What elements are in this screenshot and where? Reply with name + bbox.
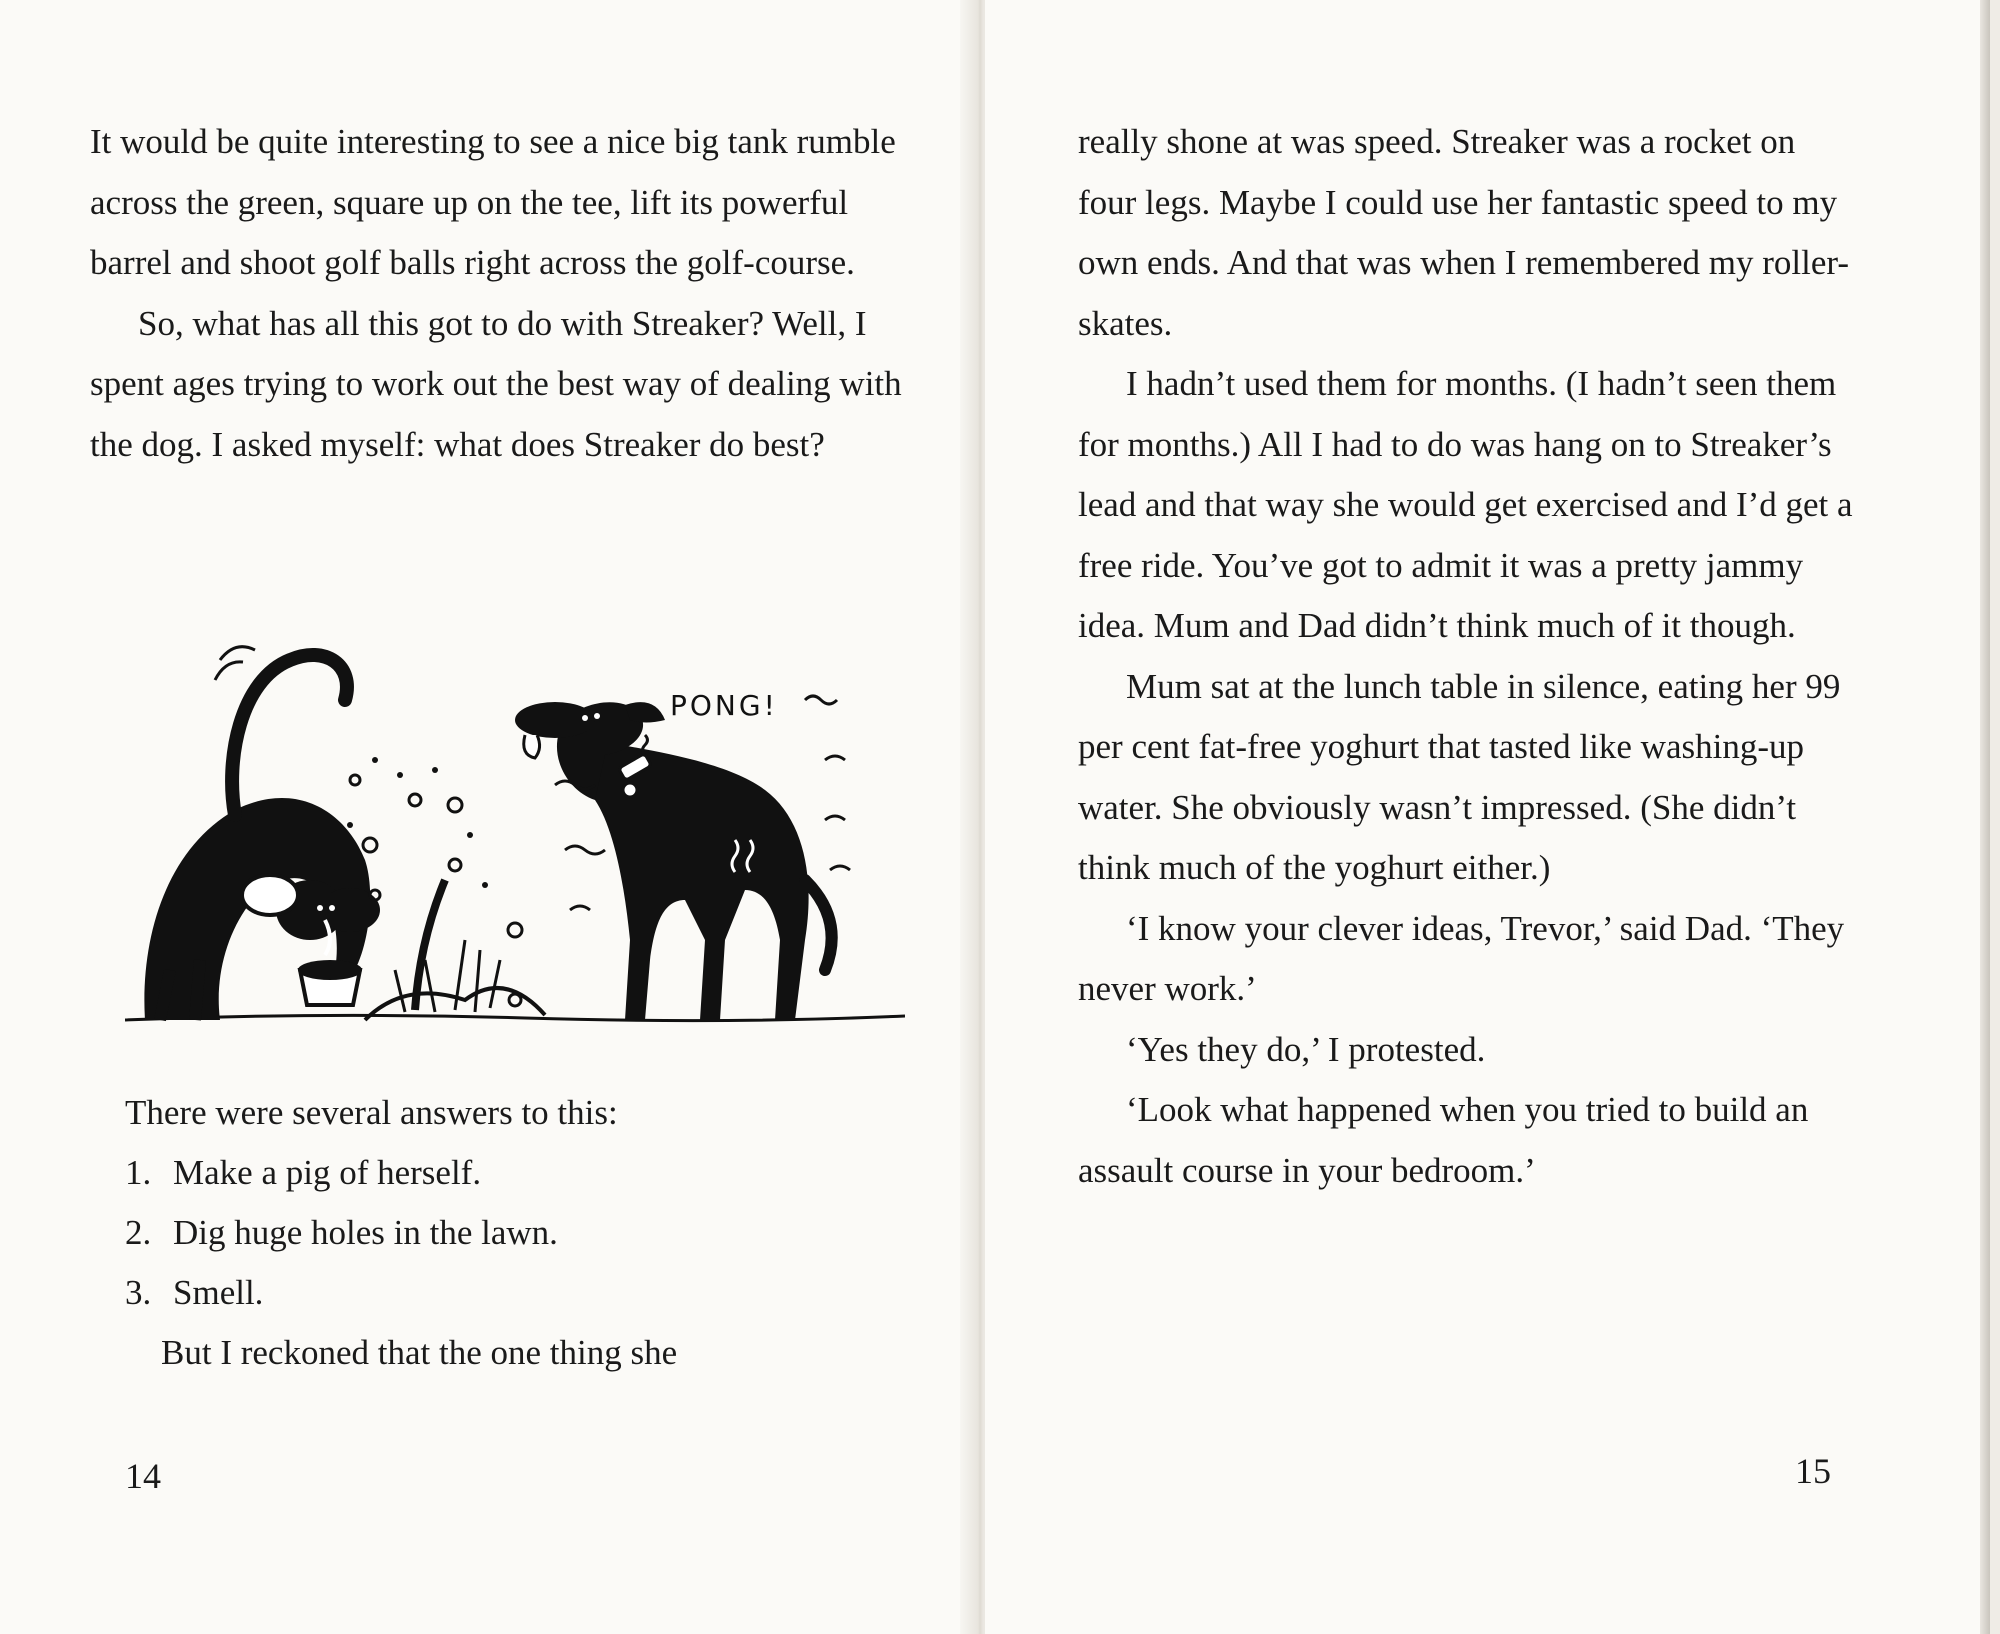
list-item-text: Dig huge holes in the lawn.: [173, 1213, 558, 1252]
paragraph: ‘Yes they do,’ I protested.: [1126, 1029, 1486, 1069]
left-page-body: [90, 112, 910, 475]
list-item: [125, 1203, 885, 1263]
closing-line: But I reckoned that the one thing she: [161, 1333, 678, 1372]
dogs-drawing: [125, 640, 905, 1060]
right-page-body: [1078, 112, 1858, 1201]
answers-intro: There were several answers to this:: [125, 1093, 618, 1132]
list-item-text: Smell.: [173, 1273, 264, 1312]
paragraph: really shone at was speed. Streaker was a rocket on four legs. Maybe I could use her fantastic speed to my own ends. And that was when I remembered my roller-skates.: [1078, 122, 1850, 343]
page-edge: [1980, 0, 1990, 1634]
list-item-text: Make a pig of herself.: [173, 1153, 482, 1192]
smelly-dog-figure: [515, 702, 850, 1020]
pong-sound-label: PONG!: [670, 689, 778, 722]
paragraph: ‘I know your clever ideas, Trevor,’ said Dad. ‘They never work.’: [1078, 908, 1845, 1008]
eating-dog-figure: [144, 647, 380, 1020]
page-number-left: 14: [125, 1456, 161, 1496]
paragraph: ‘Look what happened when you tried to build an assault course in your bedroom.’: [1078, 1090, 1809, 1190]
list-item-number: 2.: [125, 1213, 152, 1252]
list-item-number: 1.: [125, 1153, 152, 1192]
paragraph: Mum sat at the lunch table in silence, eating her 99 per cent fat-free yoghurt that tasted like washing-up water. She obviously wasn’t impressed. (She didn’t think much of the yoghurt either.): [1078, 666, 1841, 887]
page-number-right: 15: [1795, 1451, 1831, 1491]
dirt-spray: [347, 757, 545, 1020]
list-item: [125, 1143, 885, 1203]
left-page: [0, 0, 970, 1634]
answers-block: [125, 1083, 885, 1383]
list-item-number: 3.: [125, 1273, 152, 1312]
paragraph: It would be quite interesting to see a nice big tank rumble across the green, square up on the tee, lift its powerful barrel and shoot golf balls right across the golf-course.: [90, 122, 896, 282]
paragraph: So, what has all this got to do with Streaker? Well, I spent ages trying to work out the best way of dealing with the dog. I asked myself: what does Streaker do best?: [90, 303, 902, 464]
dogs-illustration: [125, 640, 905, 1060]
paragraph: I hadn’t used them for months. (I hadn’t seen them for months.) All I had to do was hang on to Streaker’s lead and that way she would get exercised and I’d get a free ride. You’ve got to admit it was a pretty jammy idea. Mum and Dad didn’t think much of it though.: [1078, 364, 1853, 645]
list-item: [125, 1263, 885, 1323]
